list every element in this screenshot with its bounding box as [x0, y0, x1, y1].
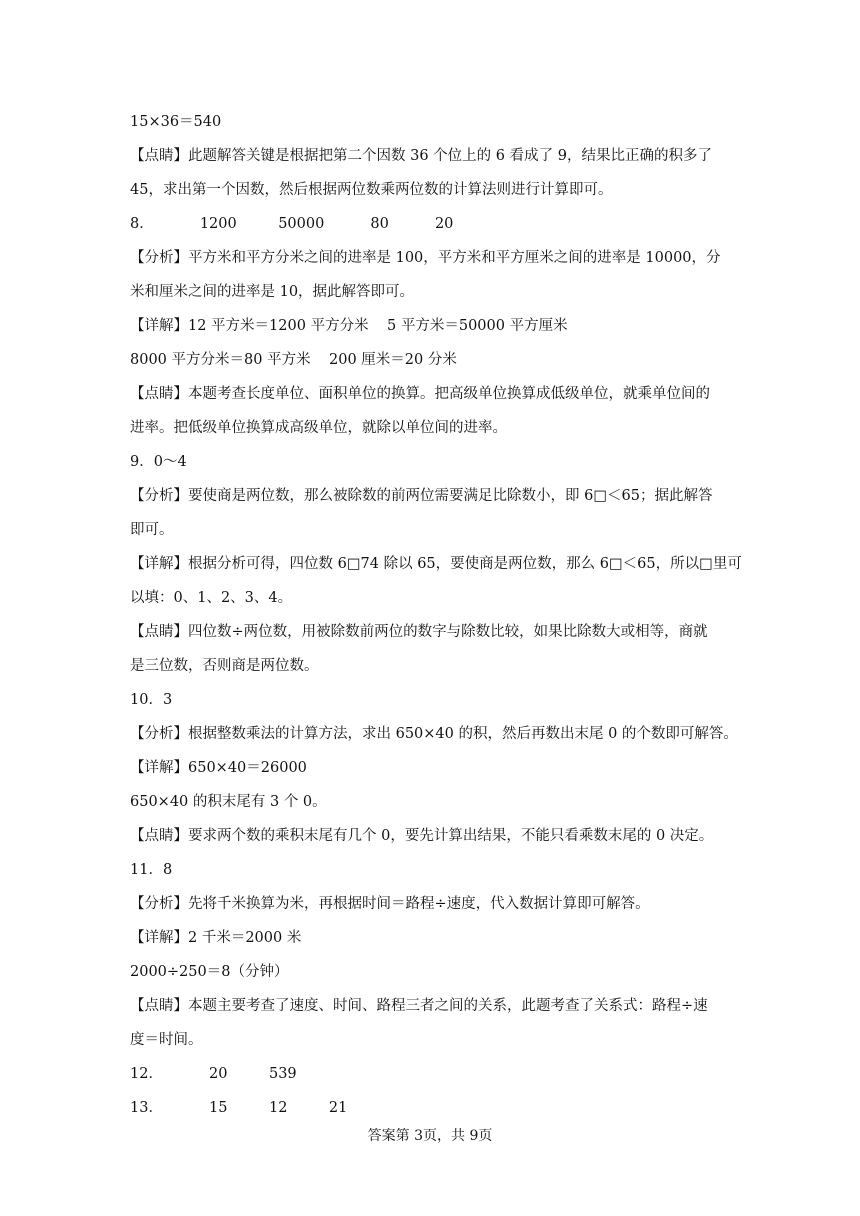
text-line: 即可。: [130, 522, 174, 538]
text-line: 45，求出第一个因数，然后根据两位数乘两位数的计算法则进行计算即可。: [130, 182, 613, 198]
text-line: 【点睛】本题主要考查了速度、时间、路程三者之间的关系，此题考查了关系式：路程÷速: [130, 998, 708, 1014]
answer-line: 8． 1200 50000 80 20: [130, 216, 454, 232]
text-line: 【点睛】要求两个数的乘积末尾有几个 0，要先计算出结果，不能只看乘数末尾的 0 决定。: [130, 828, 714, 844]
text-line: 【点睛】此题解答关键是根据把第二个因数 36 个位上的 6 看成了 9，结果比正确的积多了: [130, 148, 712, 164]
text-line: 【分析】先将千米换算为米，再根据时间＝路程÷速度，代入数据计算即可解答。: [130, 896, 650, 912]
answer-line: 13． 15 12 21: [130, 1100, 348, 1116]
page-footer: 答案第 3页，共 9页: [367, 1128, 493, 1144]
text-line: 度＝时间。: [130, 1032, 203, 1048]
text-line: 【分析】要使商是两位数，那么被除数的前两位需要满足比除数小，即 6□＜65；据此解答: [130, 488, 713, 504]
answer-line: 11．8: [130, 862, 173, 878]
text-line: 15×36＝540: [130, 114, 222, 130]
text-line: 【点睛】四位数÷两位数，用被除数前两位的数字与除数比较，如果比除数大或相等，商就: [130, 624, 708, 640]
text-line: 【详解】650×40＝26000: [130, 760, 307, 776]
text-line: 【分析】根据整数乘法的计算方法，求出 650×40 的积，然后再数出末尾 0 的个数即可解答。: [130, 726, 738, 742]
text-line: 【点睛】本题考查长度单位、面积单位的换算。把高级单位换算成低级单位，就乘单位间的: [130, 386, 710, 402]
answer-line: 10．3: [130, 692, 173, 708]
text-line: 650×40 的积末尾有 3 个 0。: [130, 794, 327, 810]
text-line: 是三位数，否则商是两位数。: [130, 658, 319, 674]
answer-line: 9．0～4: [130, 454, 187, 470]
text-line: 以填：0、1、2、3、4。: [130, 590, 293, 606]
text-line: 进率。把低级单位换算成高级单位，就除以单位间的进率。: [130, 420, 507, 436]
answer-line: 12． 20 539: [130, 1066, 297, 1082]
text-line: 【分析】平方米和平方分米之间的进率是 100，平方米和平方厘米之间的进率是 10000，分: [130, 250, 721, 266]
text-line: 2000÷250＝8（分钟）: [130, 964, 289, 980]
text-line: 【详解】2 千米＝2000 米: [130, 930, 302, 946]
text-line: 【详解】根据分析可得，四位数 6□74 除以 65，要使商是两位数，那么 6□＜65，所以□里可: [130, 556, 742, 572]
text-line: 8000 平方分米＝80 平方米 200 厘米＝20 分米: [130, 352, 457, 368]
text-line: 【详解】12 平方米＝1200 平方分米 5 平方米＝50000 平方厘米: [130, 318, 568, 334]
text-line: 米和厘米之间的进率是 10，据此解答即可。: [130, 284, 415, 300]
